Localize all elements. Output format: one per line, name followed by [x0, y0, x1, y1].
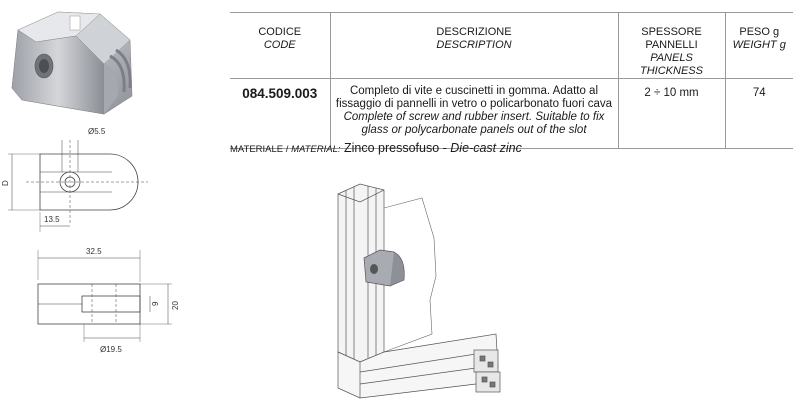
description-italian: Completo di vite e cuscinetti in gomma. Adatto al fissaggio di pannelli in vetro o policarbonato fuori cava: [335, 85, 613, 110]
product-description: [330, 79, 618, 149]
top-view-drawing: [8, 140, 148, 232]
table-row: [230, 79, 793, 149]
material-value-en: Die-cast zinc: [450, 141, 522, 155]
dim-length: 32.5: [86, 247, 102, 256]
header-thickness: SPESSORE PANNELLI PANELS THICKNESS: [618, 13, 725, 79]
dim-hole: Ø5.5: [88, 127, 106, 136]
dim-diameter: Ø19.5: [100, 345, 122, 354]
product-render: [12, 12, 132, 114]
technical-drawings: [0, 0, 230, 418]
header-code: CODICE CODE: [258, 26, 302, 51]
description-english: Complete of screw and rubber insert. Suitable to fix glass or polycarbonate panels out of the slot: [343, 111, 605, 136]
material-line: [230, 141, 522, 155]
spec-table: [230, 12, 793, 149]
side-view-drawing: [38, 250, 172, 342]
product-code: 084.509.003: [242, 86, 318, 101]
table-header-row: [230, 13, 793, 79]
dim-offset: 13.5: [44, 215, 60, 224]
material-label-it: MATERIALE /: [230, 144, 292, 155]
header-weight: PESO g WEIGHT g: [725, 13, 793, 79]
header-description: DESCRIZIONE DESCRIPTION: [330, 13, 618, 79]
dim-width: 20: [171, 301, 180, 310]
material-value-it: Zinco pressofuso -: [340, 141, 451, 155]
panel-thickness: 2 ÷ 10 mm: [618, 79, 725, 149]
assembly-illustration: [320, 172, 550, 418]
dim-height: D: [1, 180, 10, 186]
material-label-en: MATERIAL:: [291, 144, 341, 155]
clamp-part: [364, 250, 404, 286]
weight-value: 74: [725, 79, 793, 149]
dim-slot: 9: [151, 301, 160, 306]
